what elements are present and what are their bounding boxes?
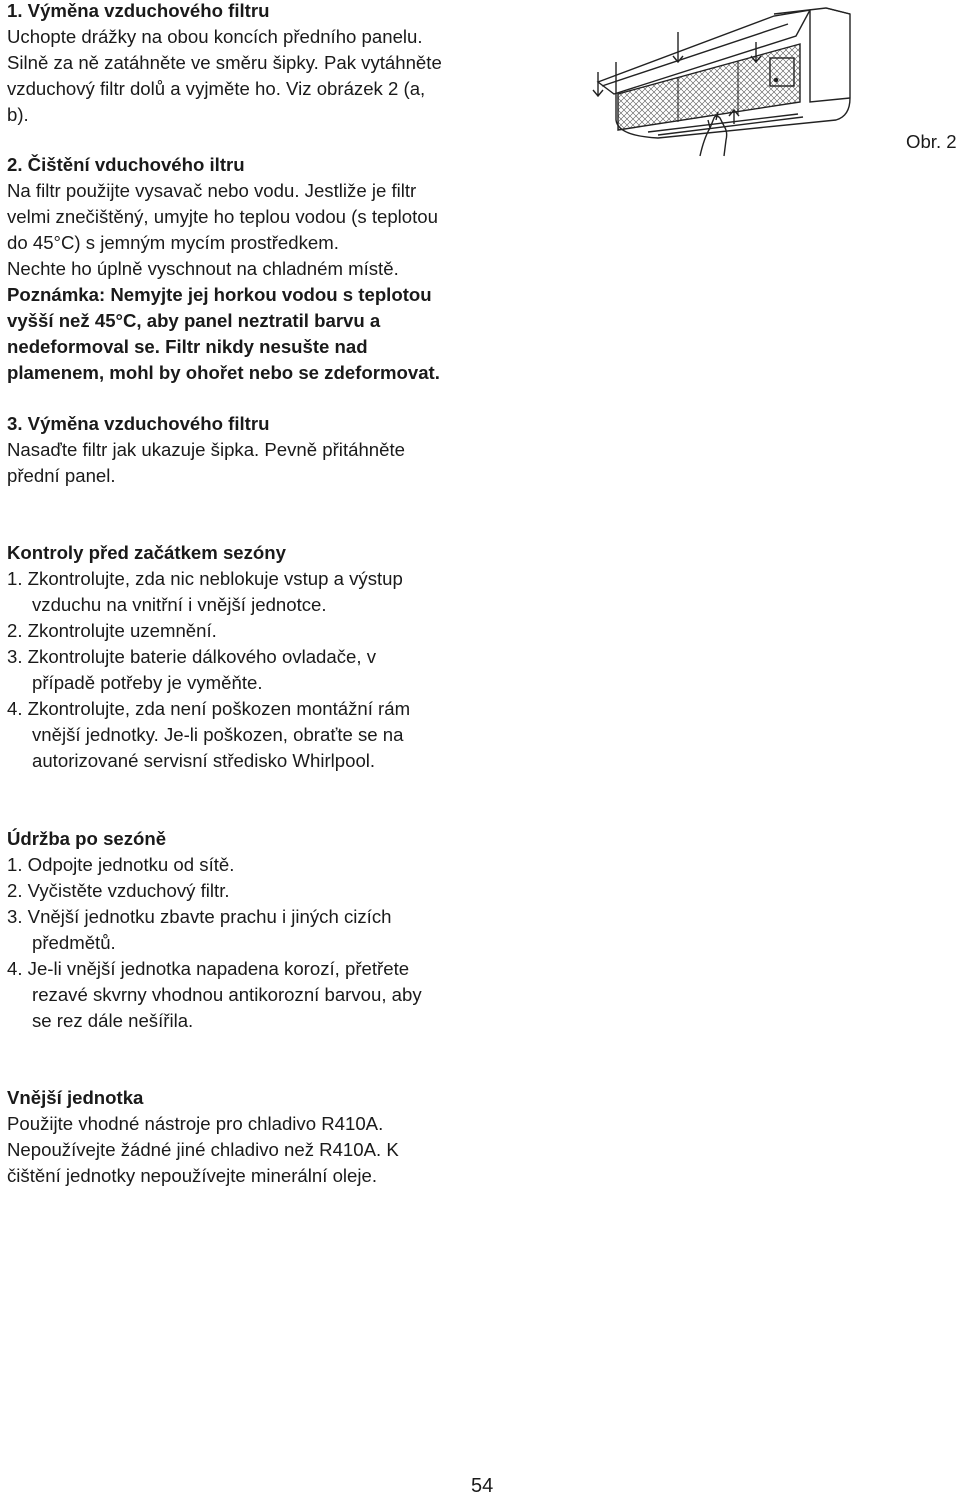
vnejsi-title: Vnější jednotka	[7, 1087, 144, 1108]
vnejsi-line: Nepoužívejte žádné jiné chladivo než R410A. K	[7, 1139, 399, 1160]
section2-note-line: vyšší než 45°C, aby panel neztratil barvu a	[7, 310, 381, 331]
section2-note-line: Poznámka: Nemyjte jej horkou vodou s teplotou	[7, 284, 432, 305]
kontroly-item: 2. Zkontrolujte uzemnění.	[7, 620, 217, 641]
vnejsi-line: Použijte vhodné nástroje pro chladivo R410A.	[7, 1113, 384, 1134]
udrzba-item: předmětů.	[32, 932, 116, 953]
section2-note-line: plamenem, mohl by ohořet nebo se zdeformovat.	[7, 362, 440, 383]
kontroly-item: autorizované servisní středisko Whirlpool.	[32, 750, 376, 771]
kontroly-item: vzduchu na vnitřní i vnější jednotce.	[32, 594, 327, 615]
udrzba-item: se rez dále nešířila.	[32, 1010, 194, 1031]
kontroly-item: 1. Zkontrolujte, zda nic neblokuje vstup a výstup	[7, 568, 403, 589]
kontroly-item: vnější jednotky. Je-li poškozen, obraťte se na	[32, 724, 404, 745]
udrzba-item: rezavé skvrny vhodnou antikorozní barvou, aby	[32, 984, 422, 1005]
section3-line: Nasaďte filtr jak ukazuje šipka. Pevně přitáhněte	[7, 439, 405, 460]
section2-line: Na filtr použijte vysavač nebo vodu. Jestliže je filtr	[7, 180, 417, 201]
kontroly-item: 3. Zkontrolujte baterie dálkového ovladače, v	[7, 646, 376, 667]
figure-caption: Obr. 2	[906, 131, 957, 152]
section1-title: 1. Výměna vzduchového filtru	[7, 0, 270, 21]
section2-line: velmi znečištěný, umyjte ho teplou vodou (s teplotou	[7, 206, 438, 227]
page-number: 54	[471, 1475, 494, 1497]
section1-line: Uchopte drážky na obou koncích předního panelu.	[7, 26, 423, 47]
kontroly-title: Kontroly před začátkem sezóny	[7, 542, 286, 563]
kontroly-item: případě potřeby je vyměňte.	[32, 672, 263, 693]
section2-note-line: nedeformoval se. Filtr nikdy nesušte nad	[7, 336, 368, 357]
air-conditioner-filter-illustration	[588, 2, 858, 158]
kontroly-item: 4. Zkontrolujte, zda není poškozen montážní rám	[7, 698, 411, 719]
section3-line: přední panel.	[7, 465, 116, 486]
section1-line: b).	[7, 104, 29, 125]
section1-line: Silně za ně zatáhněte ve směru šipky. Pak vytáhněte	[7, 52, 442, 73]
udrzba-item: 2. Vyčistěte vzduchový filtr.	[7, 880, 230, 901]
section2-line: do 45°C) s jemným mycím prostředkem.	[7, 232, 339, 253]
vnejsi-line: čištění jednotky nepoužívejte minerální oleje.	[7, 1165, 378, 1186]
udrzba-title: Údržba po sezóně	[7, 828, 167, 849]
section2-title: 2. Čištění vduchového iltru	[7, 154, 245, 175]
section3-title: 3. Výměna vzduchového filtru	[7, 413, 270, 434]
udrzba-item: 3. Vnější jednotku zbavte prachu i jiných cizích	[7, 906, 392, 927]
section1-line: vzduchový filtr dolů a vyjměte ho. Viz obrázek 2 (a,	[7, 78, 426, 99]
udrzba-item: 1. Odpojte jednotku od sítě.	[7, 854, 235, 875]
udrzba-item: 4. Je-li vnější jednotka napadena korozí, přetřete	[7, 958, 410, 979]
section2-line: Nechte ho úplně vyschnout na chladném místě.	[7, 258, 399, 279]
